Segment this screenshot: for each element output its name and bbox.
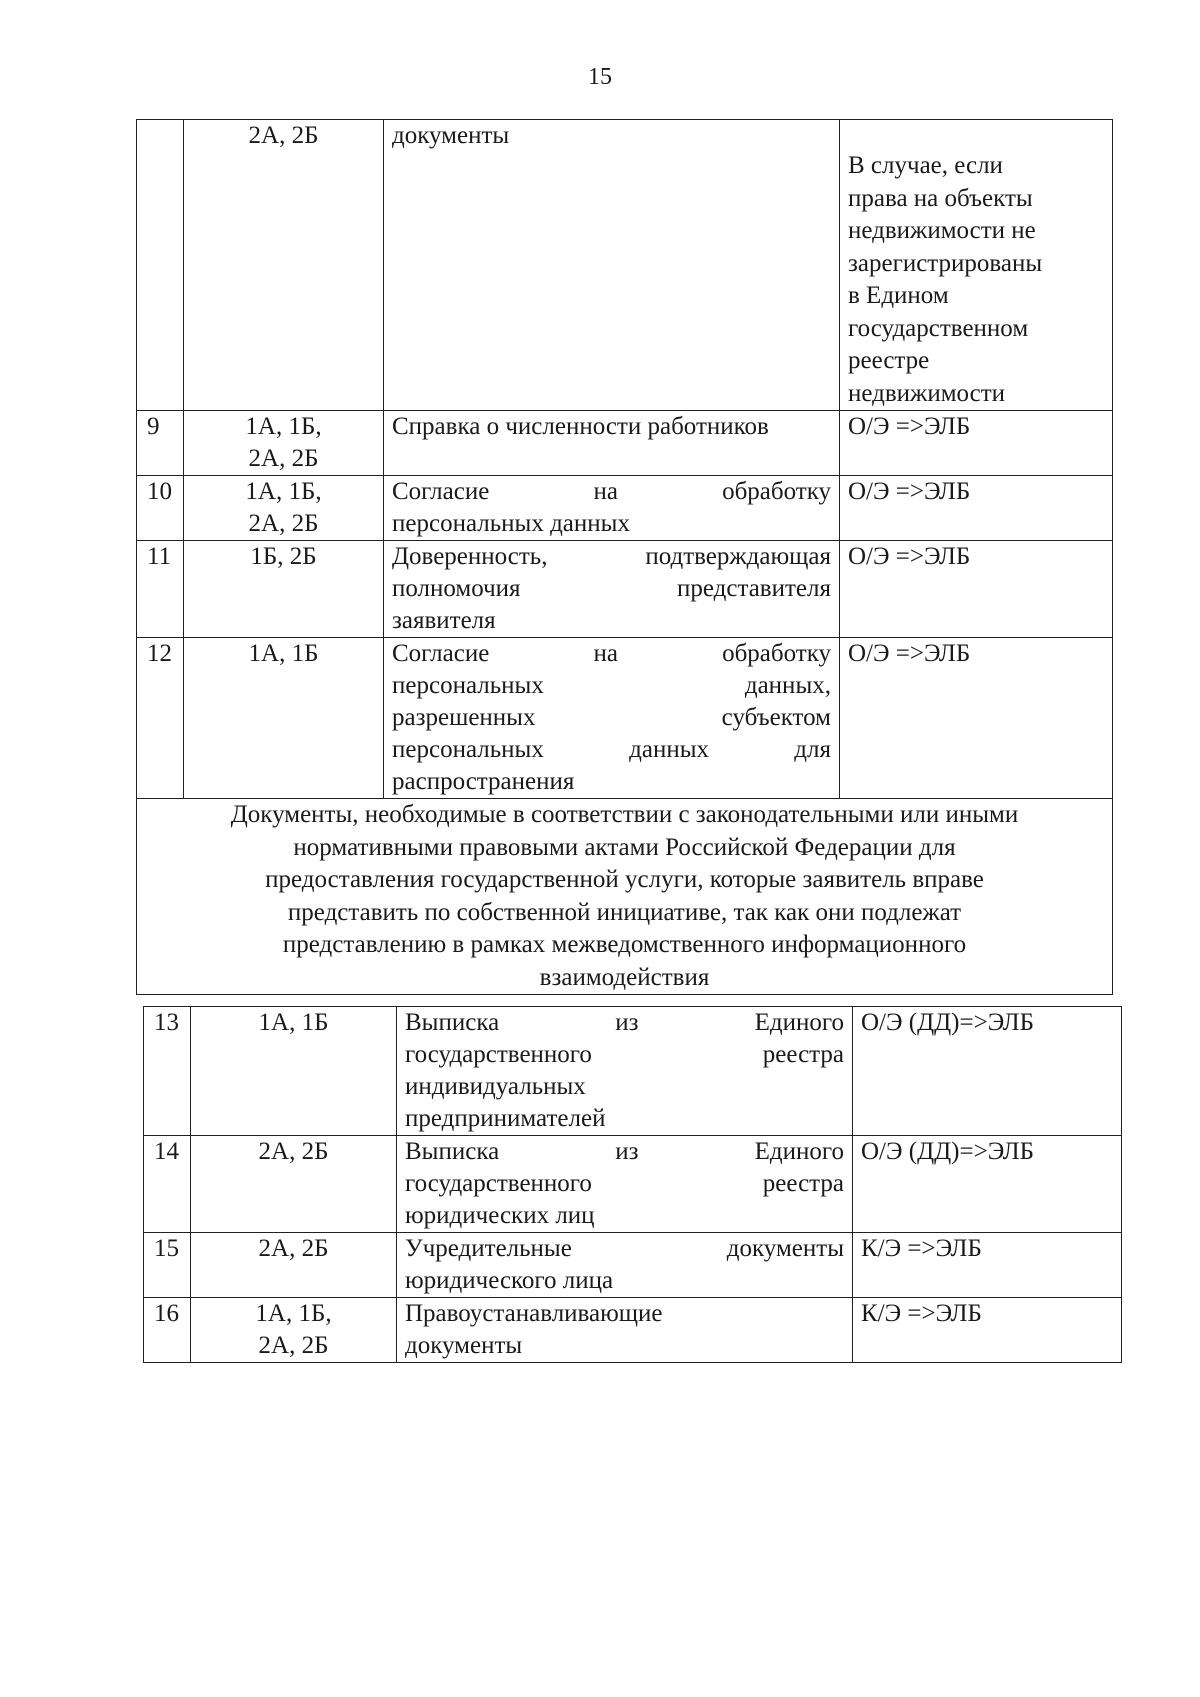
submission-form-line: К/Э =>ЭЛБ xyxy=(861,1235,982,1262)
section-heading-line: нормативными правовыми актами Российской Федерации для xyxy=(293,833,956,861)
document-name-line: государственного реестра xyxy=(405,1170,844,1197)
section-heading-line: представить по собственной инициативе, так как они подлежат xyxy=(287,898,962,926)
applicant-category-cell: 2А, 2Б xyxy=(184,120,384,411)
submission-form-cell xyxy=(853,1136,1122,1233)
submission-form-cell xyxy=(840,541,1113,638)
row-number-cell: 12 xyxy=(137,638,184,799)
category-line: 2А, 2Б xyxy=(258,1138,329,1165)
row-number-cell: 11 xyxy=(137,541,184,638)
submission-form-line: О/Э =>ЭЛБ xyxy=(848,543,971,570)
category-line: 1А, 1Б xyxy=(248,640,319,667)
document-name-line: разрешенных субъектом xyxy=(392,704,831,731)
submission-form-line: О/Э (ДД)=>ЭЛБ xyxy=(861,1138,1034,1165)
document-name-line: персональных данных, xyxy=(392,672,831,699)
applicant-category-cell xyxy=(184,638,384,799)
row-number-cell: 14 xyxy=(144,1136,191,1233)
condition-note xyxy=(848,150,1104,410)
section-heading-line: Документы, необходимые в соответствии с законодательными или иными xyxy=(230,801,1019,828)
page-number: 15 xyxy=(588,64,612,90)
table-row xyxy=(144,1233,1122,1298)
document-name-line: Выписка из Единого xyxy=(405,1138,844,1165)
document-name-cell xyxy=(384,476,840,541)
document-name-line: Правоустанавливающие xyxy=(405,1300,663,1327)
submission-form-cell xyxy=(840,411,1113,476)
document-name-line: персональных данных xyxy=(392,510,630,537)
document-name-line: Справка о численности работников xyxy=(392,413,769,440)
document-name-line: документы xyxy=(392,122,510,149)
category-line: 1А, 1Б, xyxy=(245,413,322,440)
applicant-category-cell xyxy=(184,411,384,476)
table-row xyxy=(137,638,1113,799)
document-name-line: Согласие на обработку xyxy=(392,640,831,667)
submission-form-cell xyxy=(853,1298,1122,1363)
documents-table-bottom xyxy=(143,1006,1122,1363)
category-line: 2А, 2Б xyxy=(258,1332,329,1359)
applicant-category-cell xyxy=(184,541,384,638)
category-line: 2А, 2Б xyxy=(258,1235,329,1262)
submission-form-line: О/Э =>ЭЛБ xyxy=(848,413,971,440)
category-line: 1А, 1Б, xyxy=(255,1300,332,1327)
section-heading-line: взаимодействия xyxy=(539,963,710,991)
section-heading-line: представлению в рамках межведомственного информационного xyxy=(282,931,967,958)
submission-form-line: О/Э (ДД)=>ЭЛБ xyxy=(861,1009,1034,1036)
document-name-line: полномочия представителя xyxy=(392,575,831,602)
document-name-line: юридического лица xyxy=(405,1267,614,1294)
row-number-cell: 9 xyxy=(137,411,184,476)
condition-note-line: недвижимости xyxy=(848,379,1006,407)
document-name-line: юридических лиц xyxy=(405,1202,595,1229)
documents-table-top xyxy=(136,119,1113,995)
document-name-line: персональных данных для xyxy=(392,736,831,763)
submission-form-cell xyxy=(853,1007,1122,1136)
document-name-cell xyxy=(397,1298,853,1363)
row-number-cell xyxy=(137,120,184,411)
document-name-line: заявителя xyxy=(392,607,496,634)
row-number-cell: 10 xyxy=(137,476,184,541)
table-row xyxy=(144,1007,1122,1136)
table-row xyxy=(137,541,1113,638)
condition-note-line: государственном xyxy=(848,314,1029,342)
submission-form-line: О/Э =>ЭЛБ xyxy=(848,478,971,505)
condition-note-line: права на объекты xyxy=(848,184,1033,212)
document-name-cell xyxy=(397,1007,853,1136)
document-name-cell xyxy=(384,411,840,476)
category-line: 2А, 2Б xyxy=(248,510,319,537)
document-name-line: Согласие на обработку xyxy=(392,478,831,505)
row-number-cell: 15 xyxy=(144,1233,191,1298)
table-row xyxy=(144,1298,1122,1363)
document-name-line: распространения xyxy=(392,768,575,795)
applicant-category-cell xyxy=(184,476,384,541)
submission-form-cell xyxy=(840,476,1113,541)
applicant-category-cell xyxy=(191,1007,397,1136)
submission-form-line: К/Э =>ЭЛБ xyxy=(861,1300,982,1327)
section-heading xyxy=(137,799,1113,995)
applicant-category-cell xyxy=(191,1298,397,1363)
condition-note-line: недвижимости не xyxy=(848,217,1036,244)
document-name-line: предпринимателей xyxy=(405,1105,606,1132)
category-line: 1А, 1Б, xyxy=(245,478,322,505)
table-row xyxy=(137,476,1113,541)
document-name-cell xyxy=(384,120,840,411)
table-row xyxy=(137,120,1113,411)
row-number-cell: 13 xyxy=(144,1007,191,1136)
applicant-category-cell xyxy=(191,1136,397,1233)
document-name-line: Выписка из Единого xyxy=(405,1009,844,1036)
submission-form-line: О/Э =>ЭЛБ xyxy=(848,640,971,667)
document-name-line: государственного реестра xyxy=(405,1041,844,1068)
submission-form-cell xyxy=(853,1233,1122,1298)
table-row xyxy=(144,1136,1122,1233)
submission-form-cell xyxy=(840,638,1113,799)
document-name-line: Доверенность, подтверждающая xyxy=(392,543,831,570)
document-name-cell xyxy=(397,1233,853,1298)
table-row xyxy=(137,411,1113,476)
section-heading-line: предоставления государственной услуги, которые заявитель вправе xyxy=(265,866,984,893)
condition-note-line: в Едином xyxy=(848,282,949,309)
row-number-cell: 16 xyxy=(144,1298,191,1363)
condition-note-line: зарегистрированы xyxy=(848,249,1043,277)
condition-note-line: реестре xyxy=(848,347,930,374)
document-name-cell xyxy=(384,541,840,638)
section-heading-row xyxy=(137,799,1113,995)
document-name-line: Учредительные документы xyxy=(405,1235,844,1262)
submission-form-cell xyxy=(840,120,1113,411)
category-line: 2А, 2Б xyxy=(248,445,319,472)
document-name-cell xyxy=(384,638,840,799)
condition-note-line: В случае, если xyxy=(848,152,1003,179)
category-line: 1Б, 2Б xyxy=(250,543,317,570)
document-name-line: документы xyxy=(405,1332,523,1359)
document-name-cell xyxy=(397,1136,853,1233)
document-name-line: индивидуальных xyxy=(405,1073,586,1100)
applicant-category-cell xyxy=(191,1233,397,1298)
category-line: 1А, 1Б xyxy=(258,1009,329,1036)
